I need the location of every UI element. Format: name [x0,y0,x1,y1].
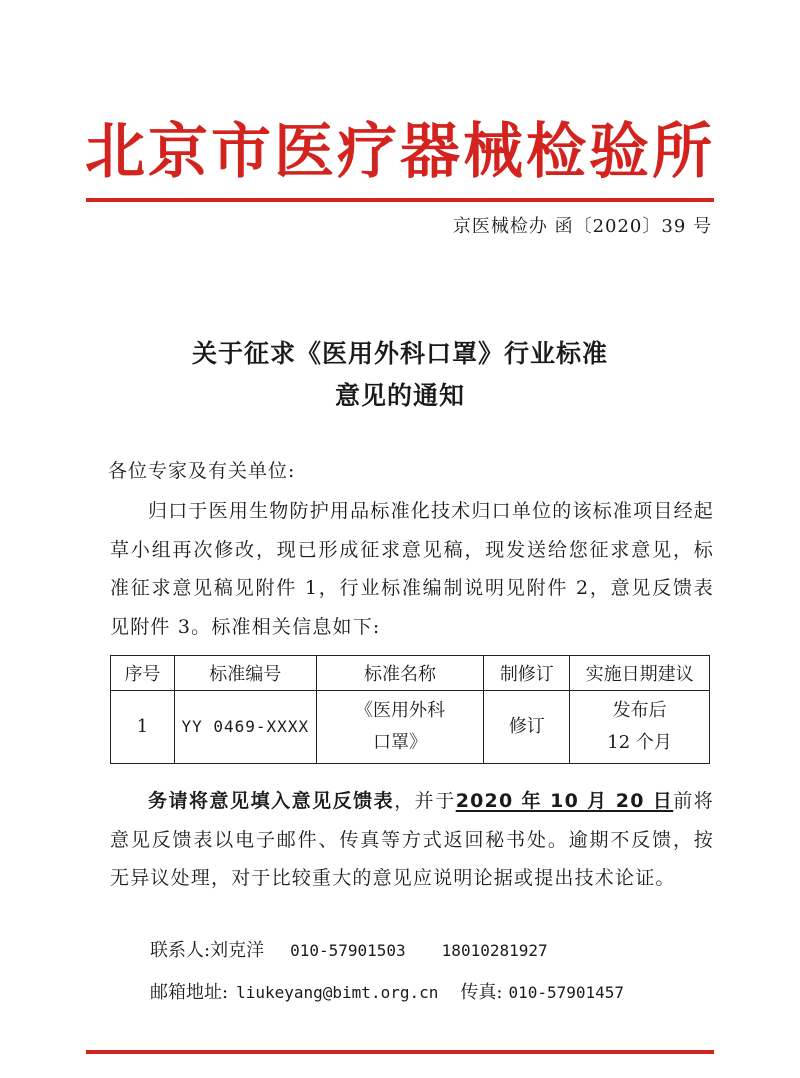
table-cell-date-line: 12 个月 [607,732,672,753]
table-cell-index: 1 [111,691,175,764]
standard-info-table [110,655,710,764]
institution-header: 北京市医疗器械检验所 [85,117,715,187]
fax-label: 传真: [460,982,503,1003]
contact-person-name: 刘克洋 [210,940,265,961]
document-title-line2: 意见的通知 [334,381,465,410]
notice-deadline: 2020 年 10 月 20 日 [455,790,674,812]
table-cell-date-line: 发布后 [612,700,667,721]
salutation: 各位专家及有关单位: [108,460,296,482]
table-cell-name [316,691,484,764]
document-title-line1: 关于征求《医用外科口罩》行业标准 [191,339,608,368]
body-paragraph: 归口于医用生物防护用品标准化技术归口单位的该标准项目经起草小组再次修改，现已形成征求意见稿，现发送给您征求意见，标准征求意见稿见附件 1，行业标准编制说明见附件 2，意见反馈表见附件 3。标准相关信息如下: [110,500,714,638]
table-header-row [111,656,710,691]
email-label: 邮箱地址: [150,982,229,1003]
table-header-cell: 标准名称 [316,656,484,691]
footer-red-rule [86,1050,714,1054]
table-cell-name-line: 《医用外科 [355,700,446,721]
table-header-cell: 序号 [111,656,175,691]
table-header-cell: 实施日期建议 [570,656,710,691]
contact-person-label: 联系人: [150,940,211,961]
email-address: liukeyang@bimt.org.cn [236,983,439,1002]
notice-rest: 前将意见反馈表以电子邮件、传真等方式返回秘书处。逾期不反馈，按无异议处理，对于比较重大的意见应说明论据或提出技术论证。 [110,790,714,889]
table-cell-name-line: 口罩》 [373,732,428,753]
table-cell-revision: 修订 [484,691,570,764]
contact-person-line [150,938,548,964]
table-cell-date [570,691,710,764]
contact-email-line [150,980,624,1006]
contact-mobile: 18010281927 [441,941,548,960]
notice-paragraph [110,782,714,898]
table-cell-code: YY 0469-XXXX [174,691,316,764]
table-header-cell: 标准编号 [174,656,316,691]
document-number: 京医械检办 函〔2020〕39 号 [452,216,712,237]
notice-bold: 务请将意见填入意见反馈表 [148,790,395,812]
header-red-rule [86,198,714,202]
fax-number: 010-57901457 [508,983,625,1002]
contact-phone: 010-57901503 [290,941,406,960]
notice-comma: ，并于 [394,790,456,812]
table-row [111,691,710,764]
table-header-cell: 制修订 [484,656,570,691]
